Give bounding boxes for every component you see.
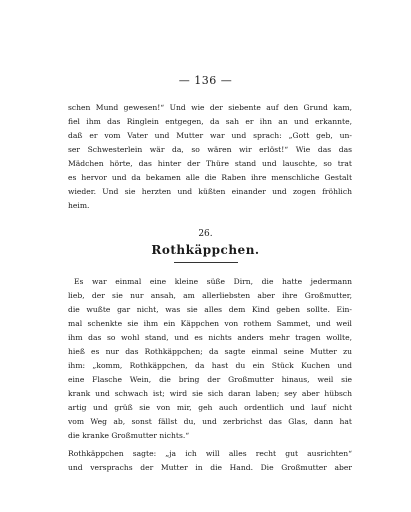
text-line: schen Mund gewesen!“ Und wie der siebente auf den Grund kam, bbox=[68, 103, 352, 112]
text-line: vom Weg ab, sonst fällst du, und zerbrichst das Glas, dann hat bbox=[68, 417, 352, 426]
text-line: eine Flasche Wein, die bring der Großmutter hinaus, weil sie bbox=[68, 375, 352, 384]
text-line: ihm: „komm, Rothkäppchen, da hast du ein Stück Kuchen und bbox=[68, 361, 352, 370]
text-line: ihm das so wohl stand, und es nichts anders mehr tragen wollte, bbox=[68, 333, 352, 342]
text-line: und versprachs der Mutter in die Hand. Die Großmutter aber bbox=[68, 463, 352, 472]
text-line: es hervor und da bekamen alle die Raben ihre menschliche Gestalt bbox=[68, 173, 352, 182]
text-line: wieder. Und sie herzten und küßten einander und zogen fröhlich bbox=[68, 187, 352, 196]
text-line: ser Schwesterlein wär da, so wären wir erlöst!“ Wie das das bbox=[68, 145, 352, 154]
page-number: — 136 — bbox=[178, 74, 233, 87]
text-line: Es war einmal eine kleine süße Dirn, die hatte jedermann bbox=[74, 277, 352, 286]
text-line: Rothkäppchen sagte: „ja ich will alles recht gut ausrichten“ bbox=[68, 449, 352, 458]
text-line: hieß es nur das Rothkäppchen; da sagte einmal seine Mutter zu bbox=[68, 347, 352, 356]
text-line: artig und grüß sie von mir, geh auch ordentlich und lauf nicht bbox=[68, 403, 352, 412]
text-line: daß er vom Vater und Mutter war und sprach: „Gott geb, un- bbox=[68, 131, 352, 140]
text-line: krank und schwach ist; wird sie sich daran laben; sey aber hübsch bbox=[68, 389, 352, 398]
chapter-title: Rothkäppchen. bbox=[151, 243, 260, 257]
text-line: die kranke Großmutter nichts.“ bbox=[68, 431, 190, 440]
chapter-number: 26. bbox=[198, 229, 213, 239]
text-line: fiel ihm das Ringlein entgegen, da sah er ihn an und erkannte, bbox=[68, 117, 352, 126]
text-line: heim. bbox=[68, 201, 90, 210]
text-line: lieb, der sie nur ansah, am allerliebsten aber ihre Großmutter, bbox=[68, 291, 352, 300]
title-underline bbox=[174, 262, 238, 263]
text-line: Mädchen hörte, das hinter der Thüre stand und lauschte, so trat bbox=[68, 159, 352, 168]
text-line: die wußte gar nicht, was sie alles dem Kind geben sollte. Ein- bbox=[68, 305, 352, 314]
text-line: mal schenkte sie ihm ein Käppchen von rothem Sammet, und weil bbox=[68, 319, 352, 328]
